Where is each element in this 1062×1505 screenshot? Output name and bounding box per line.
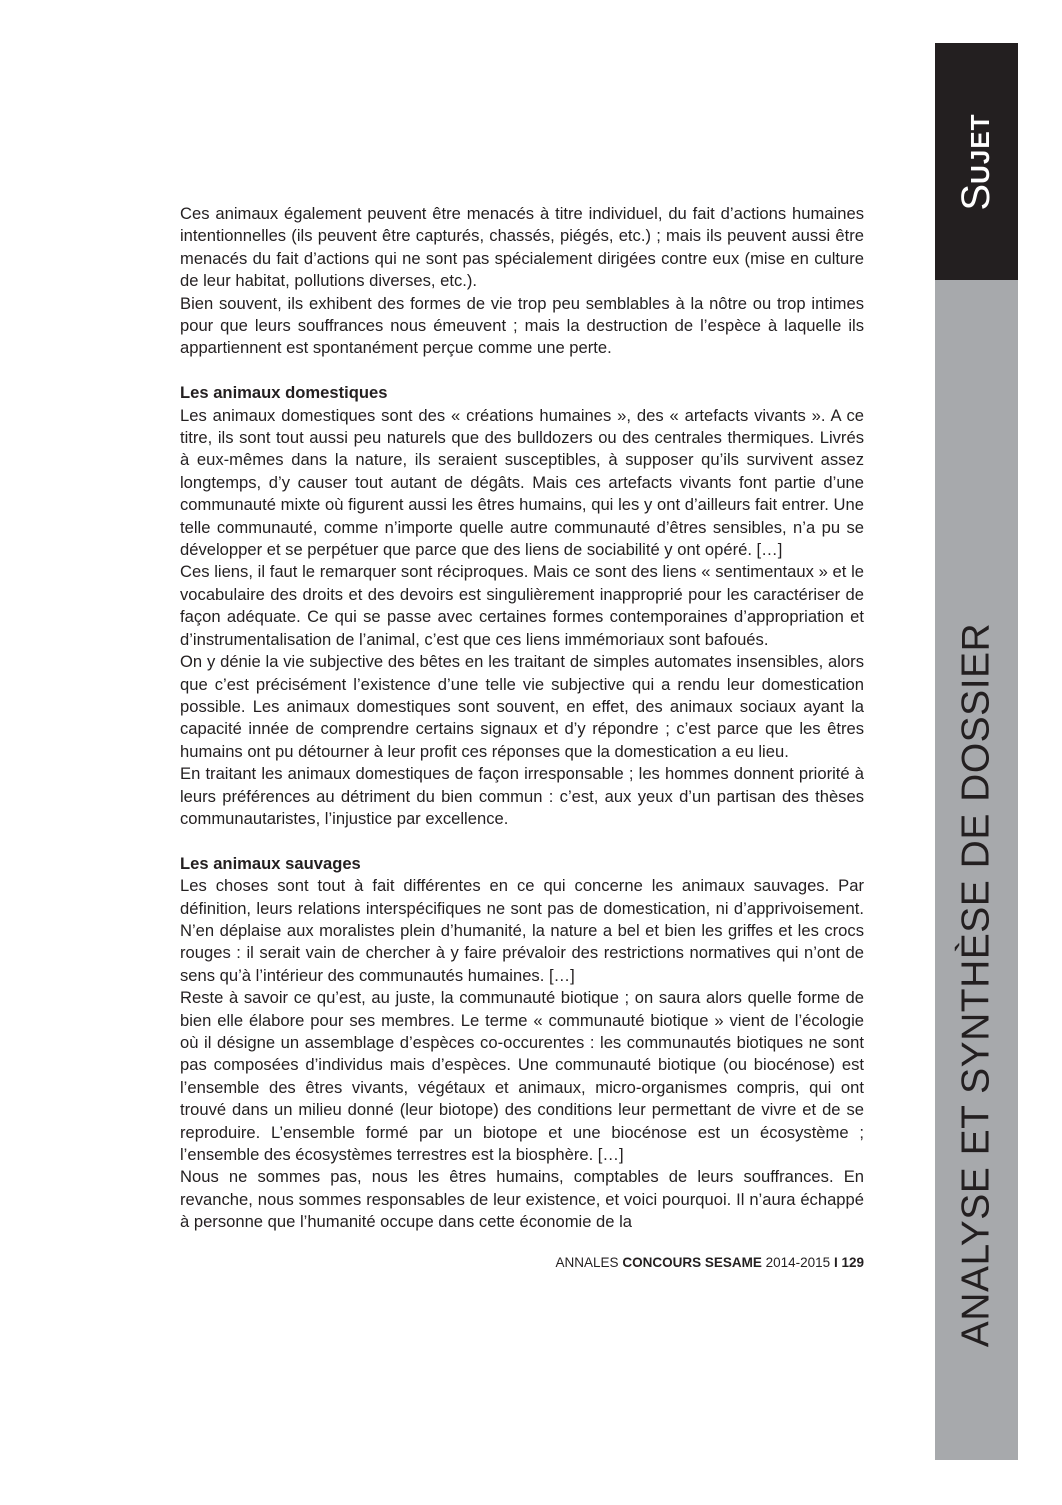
domestic-paragraph-2: Ces liens, il faut le remarquer sont réciproques. Mais ce sont des liens « sentimentaux » et le vocabulaire des droits et des devoirs est singulièrement inapproprié pour les caractériser de façon adéquate. Ce qui se passe avec certaines formes contemporaines d’appropriation et d’instrumentalisation de l’animal, c’est que ces liens immémoriaux sont bafoués. (180, 562, 864, 649)
domestic-paragraph-1: Les animaux domestiques sont des « créations humaines », des « artefacts vivants ». A ce titre, ils sont tout aussi peu naturels que des bulldozers ou des centrales thermiques. Livrés à eux-mêmes dans la nature, ils seraient susceptibles, à supposer qu’ils survivent assez longtemps, d’y causer tout autant de dégâts. Mais ces artefacts vivants font partie d’une communauté mixte où figurent aussi les êtres humains, qui les y ont d’ailleurs fait entrer. Une telle communauté, comme n’importe quelle autre communauté d’êtres sensibles, n’a pu se développer et se perpétuer que parce que des liens de sociabilité y ont opéré. […] (180, 405, 864, 560)
domestic-paragraph-4: En traitant les animaux domestiques de façon irresponsable ; les hommes donnent priorité à leurs préférences au détriment du bien commun : c’est, aux yeux d’un partisan des thèses communautaristes, l’injustice par excellence. (180, 764, 864, 828)
page-number: 129 (841, 1255, 864, 1270)
section-title: ANALYSE ET SYNTHÈSE DE DOSSIER (954, 622, 998, 1348)
sujet-label-initial: S (954, 183, 998, 211)
wild-paragraph-2: Reste à savoir ce qu’est, au juste, la communauté biotique ; on saura alors quelle forme de bien elle élabore pour ses membres. Le terme « communauté biotique » vient de l’écologie où il désigne un assemblage d’espèces co-occurentes : les communautés biotiques ne sont pas composées d’individus mais d’espèces. Une communauté biotique (ou biocénose) est l’ensemble des êtres vivants, végétaux et animaux, micro-organismes compris, qui ont trouvé dans un milieu donné (leur biotope) des conditions leur permettant de vivre et de se reproduire. L’ensemble formé par un biotope et une biocénose est un écosystème ; l’ensemble des écosystèmes terrestres est la biosphère. […] (180, 988, 864, 1165)
intro-paragraph-2: Bien souvent, ils exhibent des formes de vie trop peu semblables à la nôtre ou trop intimes pour que leurs souffrances nous émeuvent ; mais la destruction de l’espèce à laquelle ils appartiennent est spontanément perçue comme une perte. (180, 293, 864, 358)
wild-paragraph-3: Nous ne sommes pas, nous les êtres humains, comptables de leurs souffrances. En revanche, nous sommes responsables de leur existence, et voici pourquoi. Il n’aura échappé à personne que l’humanité occupe dans cette économie de la (180, 1167, 864, 1232)
domestic-paragraph-3: On y dénie la vie subjective des bêtes en les traitant de simples automates insensibles, alors que c’est précisément l’existence d’une telle vie subjective qui a rendu leur domestication possible. Les animaux domestiques sont souvent, en effet, des animaux sociaux ayant la capacité innée de comprendre certains signaux et d’y répondre ; c’est parce que les êtres humains ont pu détourner à leur profit ces réponses que la domestication a eu lieu. (180, 652, 864, 761)
sujet-label-rest: UJET (965, 113, 995, 184)
page-footer (556, 1254, 864, 1272)
sujet-label (956, 113, 996, 210)
footer-annales: ANNALES (555, 1255, 619, 1270)
heading-domestic-animals: Les animaux domestiques (180, 383, 388, 403)
footer-concours: CONCOURS SESAME (622, 1255, 762, 1270)
paragraph-gap (180, 830, 864, 852)
wild-paragraph-1: Les choses sont tout à fait différentes en ce qui concerne les animaux sauvages. Par définition, leurs relations interspécifiques ne sont pas de domestication, ni d’apprivoisement. N’en déplaise aux moralistes plein d’humanité, la nature a bel et bien les griffes et les crocs rouges : il serait vain de chercher à y faire prévaloir des restrictions normatives qui n’ont de sens qu’à l’intérieur des communautés humaines. […] (180, 876, 864, 985)
article-body (180, 203, 864, 1234)
heading-wild-animals: Les animaux sauvages (180, 853, 361, 873)
footer-separator: I (833, 1255, 838, 1270)
paragraph-gap (180, 360, 864, 382)
footer-years: 2014-2015 (765, 1255, 831, 1270)
intro-paragraph-1: Ces animaux également peuvent être menacés à titre individuel, du fait d’actions humaines intentionnelles (ils peuvent être capturés, chassés, piégés, etc.) ; mais ils peuvent aussi être menacés du fait d’actions qui ne sont pas spécialement dirigées contre eux (mise en culture de leur habitat, pollutions diverses, etc.). (180, 204, 864, 291)
